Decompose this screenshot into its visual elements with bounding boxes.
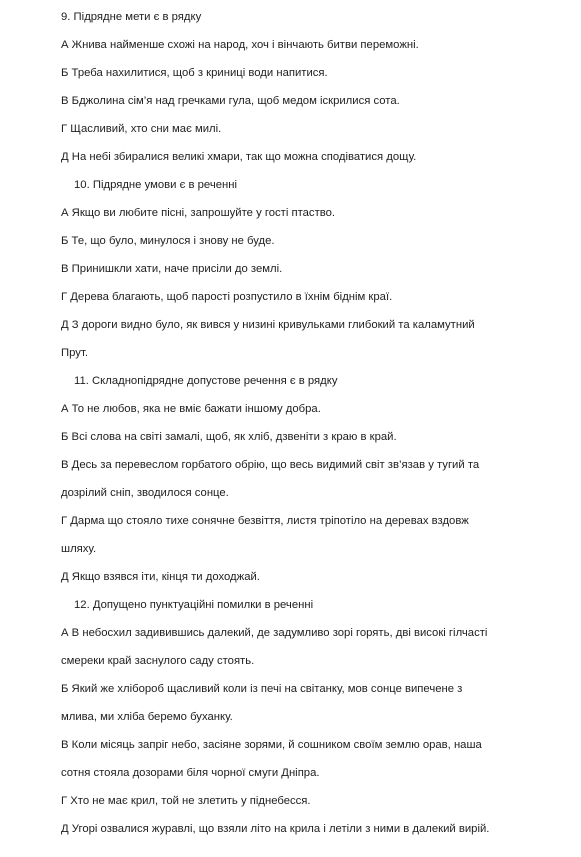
question-11-option-c-line-2: дозрілий сніп, зводилося сонце. — [61, 487, 229, 499]
question-12-option-c-line-2: сотня стояла дозорами біля чорної смуги Дніпра. — [61, 767, 320, 779]
question-10-option-a: А Якщо ви любите пісні, запрошуйте у гості птаство. — [61, 207, 336, 219]
question-12-option-b-line-1: Б Який же хлібороб щасливий коли із печі на світанку, мов сонце випечене з — [61, 683, 463, 695]
question-9-option-e: Д На небі збиралися великі хмари, так що можна сподіватися дощу. — [61, 151, 417, 163]
question-10-option-e-line-1: Д З дороги видно було, як вився у низині кривульками глибокий та каламутний — [61, 319, 475, 331]
question-11-title: 11. Складнопідрядне допустове речення є в рядку — [74, 375, 338, 387]
question-12-option-a-line-2: смереки край заснулого саду стоять. — [61, 655, 255, 667]
question-12-title: 12. Допущено пунктуаційні помилки в реченні — [74, 599, 314, 611]
question-10-title: 10. Підрядне умови є в реченні — [74, 179, 237, 191]
question-12-option-b-line-2: млива, ми хліба беремо буханку. — [61, 711, 233, 723]
question-11-option-d-line-1: Г Дарма що стояло тихе сонячне безвіття, листя тріпотіло на деревах вздовж — [61, 515, 469, 527]
question-11-option-d-line-2: шляху. — [61, 543, 97, 555]
question-12-option-d: Г Хто не має крил, той не злетить у піднебесся. — [61, 795, 311, 807]
question-11-option-b: Б Всі слова на світі замалі, щоб, як хліб, дзвеніти з краю в край. — [61, 431, 397, 443]
question-12-option-e: Д Угорі озвалися журавлі, що взяли літо на крила і летіли з ними в далекий вирій. — [61, 823, 490, 835]
question-12-option-c-line-1: В Коли місяць запріг небо, засіяне зорями, й сошником своїм землю орав, наша — [61, 739, 482, 751]
question-11-option-c-line-1: В Десь за перевеслом горбатого обрію, що весь видимий світ зв’язав у тугий та — [61, 459, 480, 471]
question-10-option-b: Б Те, що було, минулося і знову не буде. — [61, 235, 275, 247]
question-10-option-d: Г Дерева благають, щоб парості розпустило в їхнім біднім краї. — [61, 291, 393, 303]
question-9-option-d: Г Щасливий, хто сни має милі. — [61, 123, 222, 135]
question-12-option-a-line-1: А В небосхил задивившись далекий, де задумливо зорі горять, дві високі гілчасті — [61, 627, 488, 639]
question-9-option-c: В Бджолина сім’я над гречками гула, щоб медом іскрилися сота. — [61, 95, 400, 107]
question-11-option-e: Д Якщо взявся іти, кінця ти доходжай. — [61, 571, 260, 583]
question-11-option-a: А То не любов, яка не вміє бажати іншому добра. — [61, 403, 321, 415]
question-9-option-a: А Жнива найменше схожі на народ, хоч і вінчають битви переможні. — [61, 39, 419, 51]
question-10-option-e-line-2: Прут. — [61, 347, 88, 359]
question-9-option-b: Б Треба нахилитися, щоб з криниці води напитися. — [61, 67, 328, 79]
question-10-option-c: В Принишкли хати, наче присіли до землі. — [61, 263, 283, 275]
question-9-title: 9. Підрядне мети є в рядку — [61, 11, 202, 23]
